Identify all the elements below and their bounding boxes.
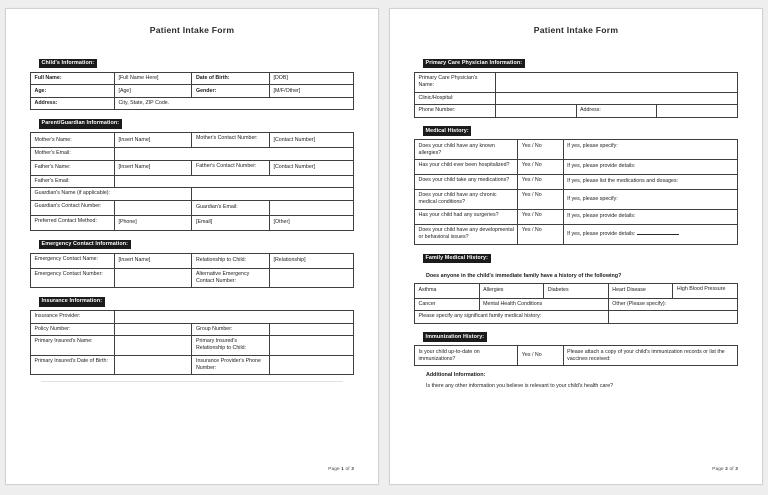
cell-clinic-hospital-label: Clinic/Hospital: bbox=[415, 92, 496, 105]
cell-address-label: Address: bbox=[31, 97, 115, 110]
table-row bbox=[415, 311, 738, 324]
cell-guardian-contact-label: Guardian's Contact Number: bbox=[31, 200, 115, 215]
cell-medical-detail[interactable]: If yes, please specify: bbox=[563, 190, 737, 210]
page-footer-2 bbox=[712, 466, 738, 471]
cell-medical-question: Has your child ever been hospitalized? bbox=[415, 160, 518, 175]
cell-gender-label: Gender: bbox=[192, 85, 270, 98]
section-heading-insurance-information: Insurance Information: bbox=[39, 297, 105, 307]
cell-policy-number-value[interactable] bbox=[114, 323, 192, 336]
section-heading-childs-information: Child's Information: bbox=[39, 59, 97, 69]
section-heading-family-medical-history: Family Medical History: bbox=[423, 254, 491, 264]
table-row bbox=[31, 311, 354, 324]
table-row bbox=[415, 224, 738, 244]
footer-middle: of bbox=[728, 466, 736, 471]
cell-primary-insured-relationship-label: Primary Insured's Relationship to Child: bbox=[192, 336, 270, 356]
cell-medical-answer[interactable]: Yes / No bbox=[518, 175, 563, 190]
family-history-prompt: Does anyone in the child's immediate family have a history of the following? bbox=[426, 272, 622, 279]
section-heading-medical-history: Medical History: bbox=[423, 126, 471, 136]
cell-medical-question: Does your child have any known allergies? bbox=[415, 140, 518, 160]
cell-mother-name-value[interactable]: [Insert Name] bbox=[114, 133, 192, 148]
cell-medical-question: Does your child take any medications? bbox=[415, 175, 518, 190]
cell-insurance-phone-value[interactable] bbox=[270, 355, 354, 375]
table-row bbox=[415, 160, 738, 175]
cell-physician-name-label: Primary Care Physician's Name: bbox=[415, 72, 496, 92]
cell-medical-question: Does your child have any chronic medical conditions? bbox=[415, 190, 518, 210]
footer-current-page: 2 bbox=[725, 466, 729, 471]
cell-medical-detail-text: If yes, please provide details: bbox=[567, 230, 636, 237]
document-page-1 bbox=[5, 8, 379, 485]
cell-medical-detail[interactable]: If yes, please provide details: bbox=[563, 209, 737, 224]
section-heading-primary-care-physician-information: Primary Care Physician Information: bbox=[423, 59, 525, 69]
cell-dob-value[interactable]: [DOB] bbox=[270, 72, 354, 85]
cell-mother-contact-label: Mother's Contact Number: bbox=[192, 133, 270, 148]
cell-age-value[interactable]: [Age] bbox=[114, 85, 192, 98]
cell-preferred-other[interactable]: [Other] bbox=[270, 215, 354, 230]
table-row bbox=[415, 175, 738, 190]
table-row bbox=[31, 215, 354, 230]
cell-condition-heart-disease[interactable]: Heart Disease bbox=[608, 283, 673, 298]
table-row bbox=[415, 105, 738, 118]
cell-condition-allergies[interactable]: Allergies bbox=[479, 283, 544, 298]
footer-current-page: 1 bbox=[341, 466, 345, 471]
cell-group-number-label: Group Number: bbox=[192, 323, 270, 336]
cell-physician-phone-value[interactable] bbox=[495, 105, 576, 118]
table-row bbox=[31, 355, 354, 375]
cell-physician-phone-label: Phone Number: bbox=[415, 105, 496, 118]
cell-family-history-specify-label: Please specify any significant family medical history: bbox=[415, 311, 609, 324]
cell-physician-name-value[interactable] bbox=[495, 72, 737, 92]
cell-medical-question: Does your child have any developmental or behavioral issues? bbox=[415, 224, 518, 244]
page-footer-1 bbox=[328, 466, 354, 471]
table-row bbox=[31, 175, 354, 188]
table-row bbox=[415, 92, 738, 105]
table-row bbox=[31, 188, 354, 201]
cell-primary-insured-dob-label: Primary Insured's Date of Birth: bbox=[31, 355, 115, 375]
cell-guardian-name-value[interactable] bbox=[192, 188, 354, 201]
cell-alt-emergency-number-value[interactable] bbox=[270, 268, 354, 288]
table-insurance-information bbox=[30, 310, 354, 375]
cell-mother-name-label: Mother's Name: bbox=[31, 133, 115, 148]
section-heading-parent-guardian-information: Parent/Guardian Information: bbox=[39, 119, 122, 129]
table-emergency-contact-information bbox=[30, 253, 354, 289]
table-row bbox=[31, 97, 354, 110]
cell-emergency-name-value[interactable]: [Insert Name] bbox=[114, 253, 192, 268]
section-heading-emergency-contact-information: Emergency Contact Information: bbox=[39, 240, 131, 250]
cell-family-history-specify-value[interactable] bbox=[608, 311, 737, 324]
cell-full-name-label: Full Name: bbox=[31, 72, 115, 85]
cell-mother-contact-value[interactable]: [Contact Number] bbox=[270, 133, 354, 148]
footer-prefix: Page bbox=[712, 466, 726, 471]
fill-in-blank[interactable] bbox=[637, 231, 679, 235]
cell-guardian-contact-value[interactable] bbox=[114, 200, 192, 215]
cell-primary-insured-name-label: Primary Insured's Name: bbox=[31, 336, 115, 356]
cell-immunization-question: Is your child up-to-date on immunizations? bbox=[415, 346, 518, 366]
cell-condition-diabetes[interactable]: Diabetes bbox=[544, 283, 609, 298]
cell-clinic-hospital-value[interactable] bbox=[495, 92, 737, 105]
cell-condition-high-blood-pressure[interactable]: High Blood Pressure bbox=[673, 283, 738, 298]
cell-relationship-value[interactable]: [Relationship] bbox=[270, 253, 354, 268]
footer-total-pages: 3 bbox=[351, 466, 354, 471]
cell-physician-address-label: Address: bbox=[576, 105, 657, 118]
table-row bbox=[31, 268, 354, 288]
section-divider bbox=[41, 381, 343, 382]
cell-primary-insured-relationship-value[interactable] bbox=[270, 336, 354, 356]
cell-father-name-label: Father's Name: bbox=[31, 160, 115, 175]
cell-insurance-provider-label: Insurance Provider: bbox=[31, 311, 115, 324]
cell-policy-number-label: Policy Number: bbox=[31, 323, 115, 336]
cell-guardian-name-label: Guardian's Name (if applicable): bbox=[31, 188, 192, 201]
cell-insurance-phone-label: Insurance Provider's Phone Number: bbox=[192, 355, 270, 375]
footer-total-pages: 3 bbox=[735, 466, 738, 471]
page-title: Patient Intake Form bbox=[149, 25, 235, 35]
cell-condition-other[interactable]: Other (Please specify): bbox=[608, 298, 737, 311]
cell-primary-insured-dob-value[interactable] bbox=[114, 355, 192, 375]
table-row bbox=[415, 140, 738, 160]
section-heading-immunization-history: Immunization History: bbox=[423, 332, 487, 342]
cell-primary-insured-name-value[interactable] bbox=[114, 336, 192, 356]
cell-group-number-value[interactable] bbox=[270, 323, 354, 336]
cell-medical-detail[interactable]: If yes, please provide details: bbox=[563, 160, 737, 175]
cell-gender-value[interactable]: [M/F/Other] bbox=[270, 85, 354, 98]
cell-alt-emergency-number-label: Alternative Emergency Contact Number: bbox=[192, 268, 270, 288]
cell-age-label: Age: bbox=[31, 85, 115, 98]
page-title: Patient Intake Form bbox=[533, 25, 619, 35]
cell-medical-detail[interactable]: If yes, please specify: bbox=[563, 140, 737, 160]
table-row bbox=[415, 72, 738, 92]
cell-medical-detail[interactable] bbox=[563, 224, 737, 244]
cell-full-name-value[interactable]: [Full Name Here] bbox=[114, 72, 192, 85]
cell-father-contact-label: Father's Contact Number: bbox=[192, 160, 270, 175]
table-family-medical-history bbox=[414, 283, 738, 324]
table-immunization-history bbox=[414, 345, 738, 366]
footer-middle: of bbox=[344, 466, 352, 471]
cell-father-contact-value[interactable]: [Contact Number] bbox=[270, 160, 354, 175]
cell-condition-mental-health[interactable]: Mental Health Conditions bbox=[479, 298, 608, 311]
cell-medical-answer[interactable]: Yes / No bbox=[518, 160, 563, 175]
cell-medical-answer[interactable]: Yes / No bbox=[518, 209, 563, 224]
document-page-2 bbox=[389, 8, 763, 485]
cell-physician-address-value[interactable] bbox=[657, 105, 738, 118]
table-row bbox=[415, 190, 738, 210]
table-row bbox=[415, 209, 738, 224]
cell-immunization-detail[interactable]: Please attach a copy of your child's immunization records or list the vaccines received: bbox=[563, 346, 737, 366]
table-row bbox=[415, 298, 738, 311]
table-row bbox=[415, 283, 738, 298]
cell-medical-answer[interactable]: Yes / No bbox=[518, 140, 563, 160]
table-parent-guardian-information bbox=[30, 132, 354, 231]
table-row bbox=[31, 148, 354, 161]
cell-father-email-value[interactable] bbox=[114, 175, 353, 188]
cell-preferred-phone[interactable]: [Phone] bbox=[114, 215, 192, 230]
table-childs-information bbox=[30, 72, 354, 111]
cell-guardian-email-value[interactable] bbox=[270, 200, 354, 215]
cell-medical-question: Has your child had any surgeries? bbox=[415, 209, 518, 224]
cell-guardian-email-label: Guardian's Email: bbox=[192, 200, 270, 215]
cell-mother-email-value[interactable] bbox=[114, 148, 353, 161]
cell-emergency-number-label: Emergency Contact Number: bbox=[31, 268, 115, 288]
cell-father-email-label: Father's Email: bbox=[31, 175, 115, 188]
cell-dob-label: Date of Birth: bbox=[192, 72, 270, 85]
table-primary-care-physician bbox=[414, 72, 738, 118]
cell-address-value[interactable]: City, State, ZIP Code. bbox=[114, 97, 353, 110]
cell-medical-detail[interactable]: If yes, please list the medications and dosages: bbox=[563, 175, 737, 190]
table-row bbox=[31, 72, 354, 85]
cell-father-name-value[interactable]: [Insert Name] bbox=[114, 160, 192, 175]
table-row bbox=[415, 346, 738, 366]
table-row bbox=[31, 323, 354, 336]
table-medical-history bbox=[414, 139, 738, 244]
footer-prefix: Page bbox=[328, 466, 342, 471]
cell-preferred-email[interactable]: [Email] bbox=[192, 215, 270, 230]
cell-insurance-provider-value[interactable] bbox=[114, 311, 353, 324]
cell-medical-answer[interactable]: Yes / No bbox=[518, 224, 563, 244]
table-row bbox=[31, 85, 354, 98]
heading-additional-information: Additional Information: bbox=[426, 372, 486, 379]
table-row bbox=[31, 253, 354, 268]
cell-emergency-number-value[interactable] bbox=[114, 268, 192, 288]
cell-emergency-name-label: Emergency Contact Name: bbox=[31, 253, 115, 268]
cell-medical-answer[interactable]: Yes / No bbox=[518, 190, 563, 210]
additional-information-prompt: Is there any other information you believe is relevant to your child's health care? bbox=[426, 383, 614, 390]
cell-condition-asthma[interactable]: Asthma bbox=[415, 283, 480, 298]
cell-mother-email-label: Mother's Email: bbox=[31, 148, 115, 161]
cell-immunization-answer[interactable]: Yes / No bbox=[518, 346, 563, 366]
table-row bbox=[31, 336, 354, 356]
cell-condition-cancer[interactable]: Cancer bbox=[415, 298, 480, 311]
cell-relationship-label: Relationship to Child: bbox=[192, 253, 270, 268]
table-row bbox=[31, 133, 354, 148]
table-row bbox=[31, 160, 354, 175]
cell-preferred-contact-label: Preferred Contact Method: bbox=[31, 215, 115, 230]
table-row bbox=[31, 200, 354, 215]
